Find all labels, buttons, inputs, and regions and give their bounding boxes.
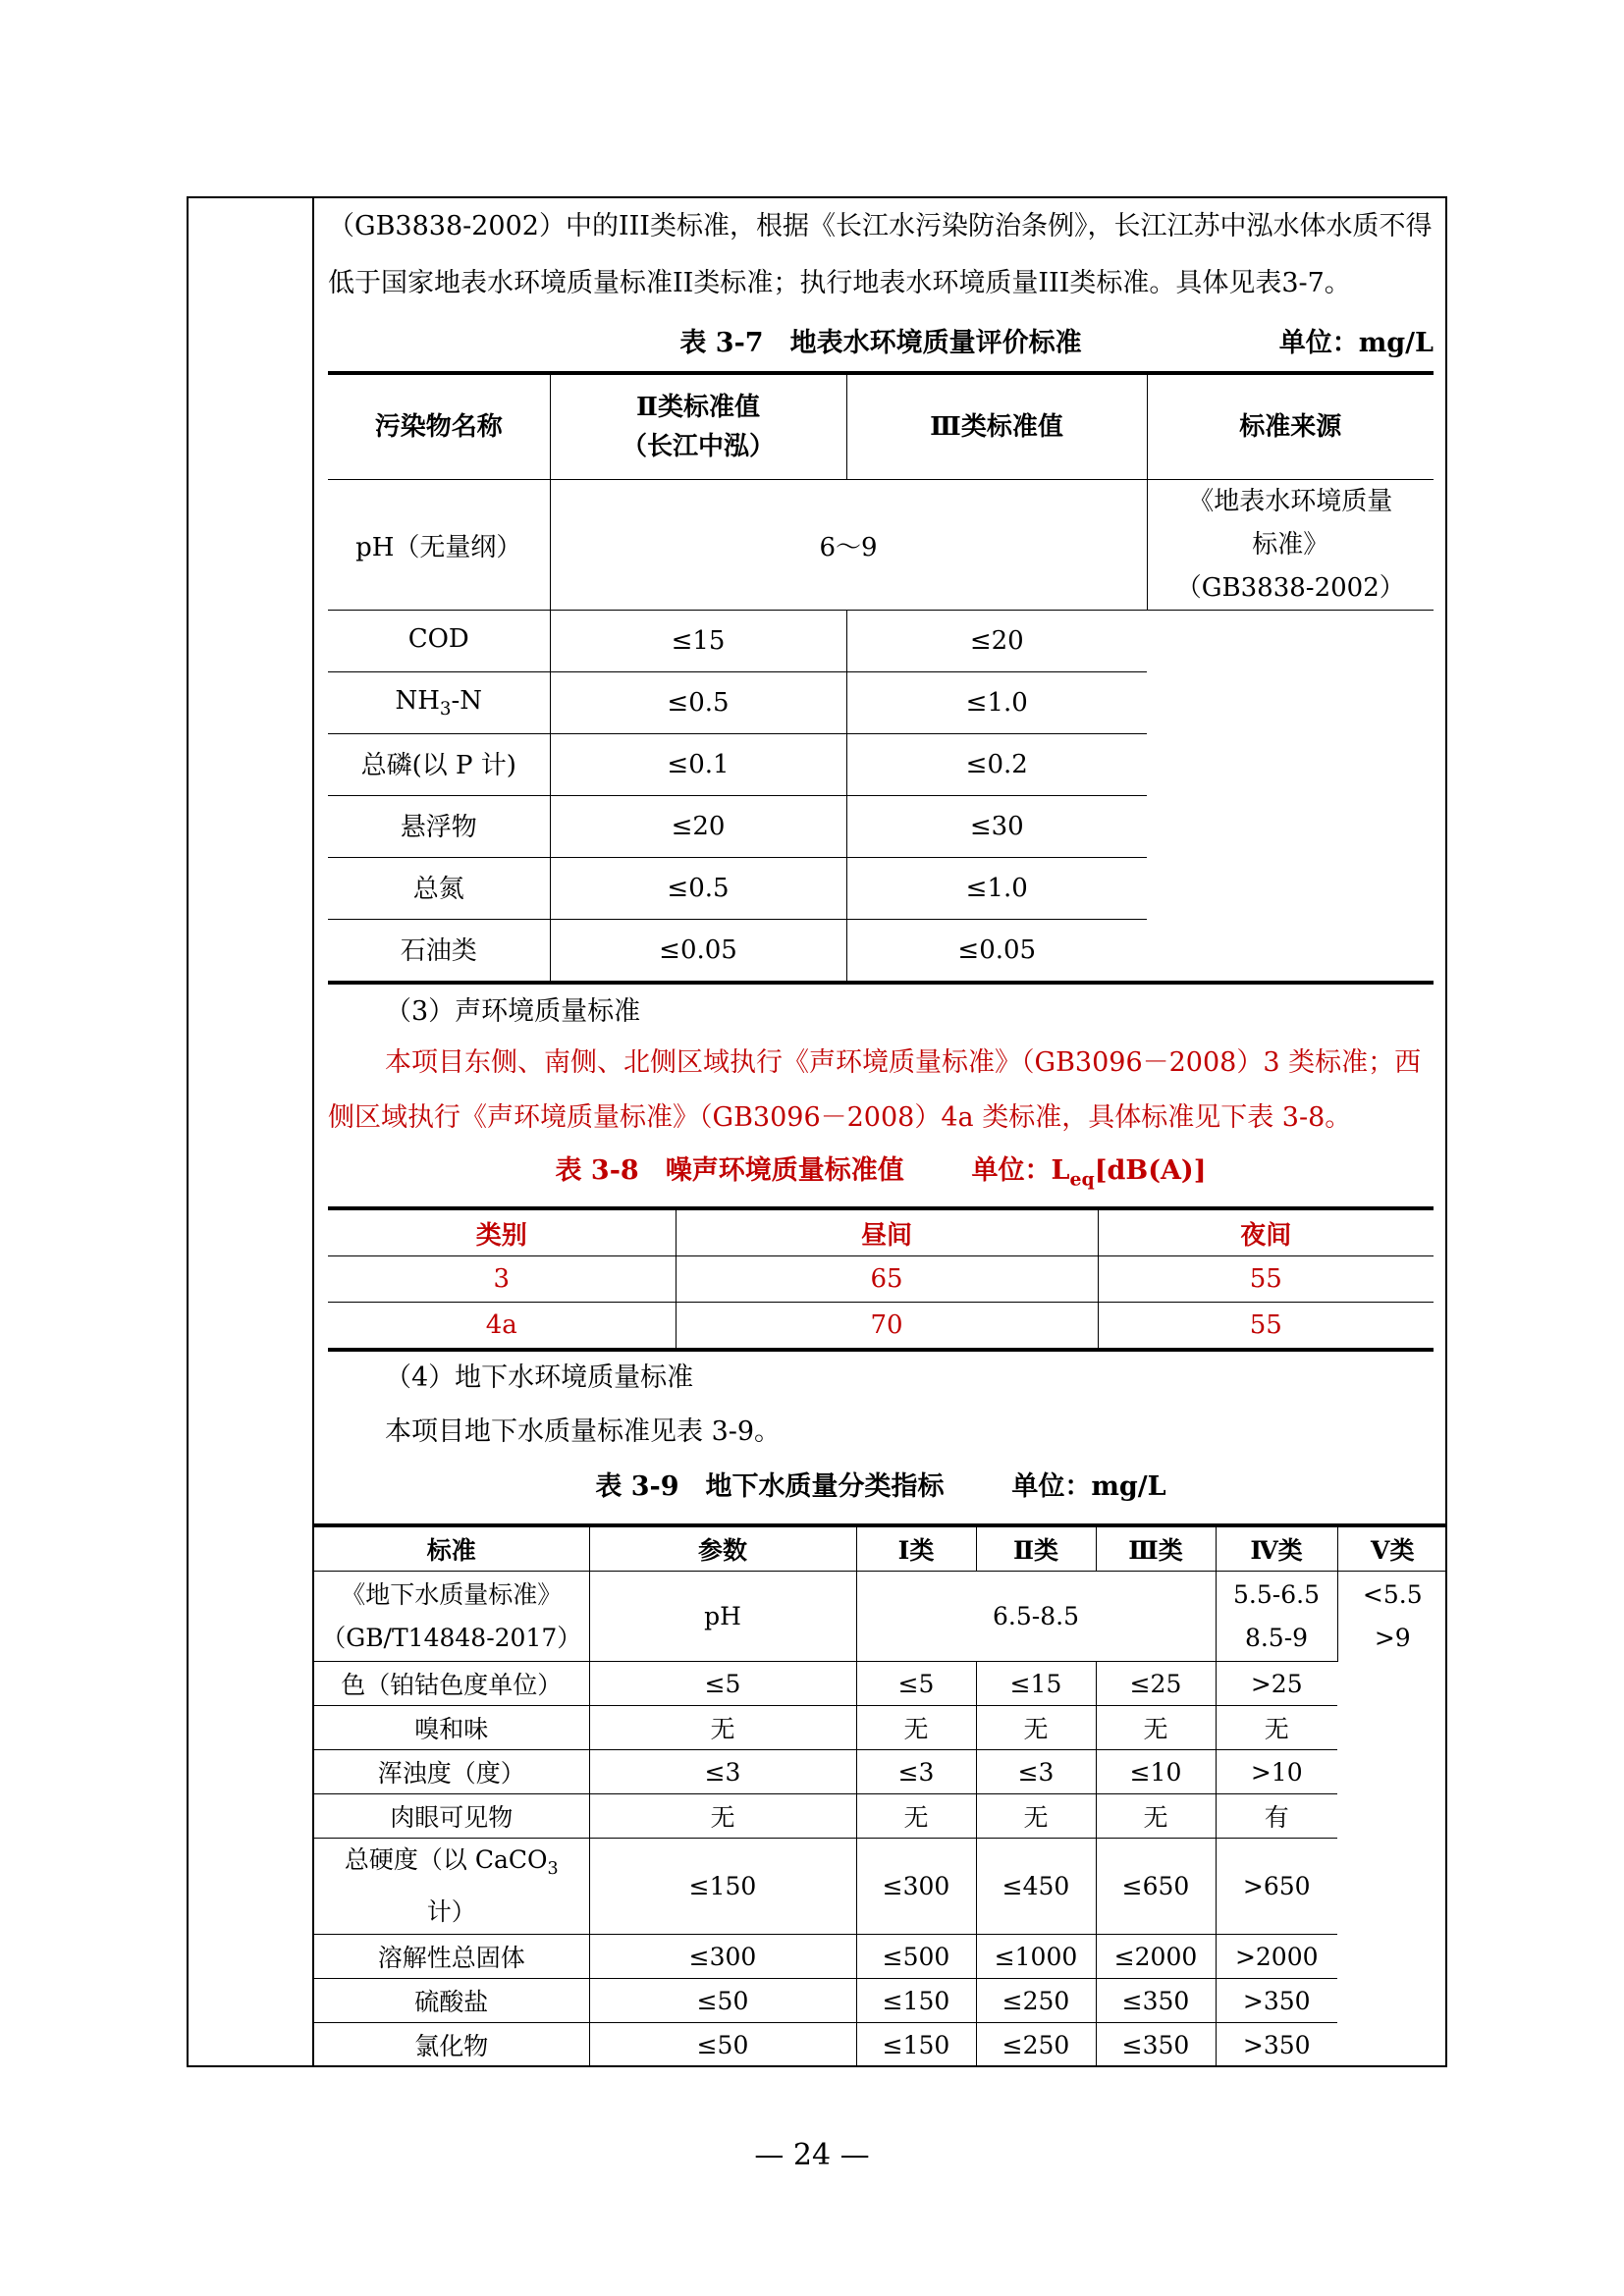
groundwater-heading: （4）地下水环境质量标准 bbox=[385, 1362, 694, 1393]
param: 浑浊度（度） bbox=[314, 1750, 589, 1794]
cell: 4a bbox=[328, 1303, 676, 1351]
cell: 无 bbox=[976, 1706, 1096, 1750]
cell: ≤1.0 bbox=[846, 672, 1147, 734]
cell: >10 bbox=[1216, 1750, 1337, 1794]
cell: ≤50 bbox=[589, 1979, 856, 2023]
pollutant-name: COD bbox=[328, 611, 550, 672]
cell: ≤50 bbox=[589, 2023, 856, 2067]
pollutant-name: 总氮 bbox=[328, 858, 550, 920]
cell: ≤1000 bbox=[976, 1935, 1096, 1979]
table39-header-row bbox=[314, 1525, 1447, 1572]
cell: 无 bbox=[1096, 1794, 1216, 1839]
table37-header-row bbox=[328, 373, 1434, 480]
cell: ≤500 bbox=[856, 1935, 976, 1979]
cell: ≤15 bbox=[550, 611, 846, 672]
param-ph: pH bbox=[589, 1572, 856, 1662]
header-class2-line2: （长江中泓） bbox=[621, 432, 775, 461]
table-row bbox=[328, 1303, 1434, 1351]
table-row bbox=[314, 1979, 1447, 2023]
table-row bbox=[328, 1256, 1434, 1303]
table38-header-row bbox=[328, 1208, 1434, 1256]
noise-heading: （3）声环境质量标准 bbox=[385, 996, 641, 1027]
cell: 55 bbox=[1098, 1303, 1434, 1351]
page-number: — 24 — bbox=[754, 2138, 870, 2172]
table-row bbox=[328, 480, 1434, 611]
cell: ≤2000 bbox=[1096, 1935, 1216, 1979]
cell: ≤0.2 bbox=[846, 734, 1147, 796]
standard-cell bbox=[314, 1572, 589, 1662]
cell: >2000 bbox=[1216, 1935, 1337, 1979]
ph-label: pH（无量纲） bbox=[328, 480, 550, 611]
cell: >650 bbox=[1216, 1839, 1337, 1935]
table38-caption bbox=[328, 1146, 1434, 1197]
table-row bbox=[314, 1935, 1447, 1979]
cell: 70 bbox=[676, 1303, 1098, 1351]
table-row bbox=[314, 1706, 1447, 1750]
cell: ≤350 bbox=[1096, 2023, 1216, 2067]
cell: 无 bbox=[589, 1706, 856, 1750]
cell: ≤30 bbox=[846, 796, 1147, 858]
cell: ≤3 bbox=[976, 1750, 1096, 1794]
table-row bbox=[328, 920, 1434, 984]
table38-unit: 单位：$L_{eq}[dB(A)]$ bbox=[971, 1155, 1207, 1191]
table39-title: 表 3-9 地下水质量分类指标 bbox=[595, 1471, 945, 1502]
table37-caption bbox=[328, 316, 1434, 371]
cell: ≤0.1 bbox=[550, 734, 846, 796]
header-source: 标准来源 bbox=[1147, 373, 1434, 480]
table39 bbox=[314, 1523, 1447, 2066]
header-category: 类别 bbox=[328, 1208, 676, 1256]
cell: 无 bbox=[1216, 1706, 1337, 1750]
cell: ≤3 bbox=[589, 1750, 856, 1794]
ph-class5: <5.5 >9 bbox=[1337, 1572, 1447, 1662]
header-class3: Ⅲ类 bbox=[1096, 1525, 1216, 1572]
param: 氯化物 bbox=[314, 2023, 589, 2067]
cell: ≤0.5 bbox=[550, 858, 846, 920]
table-row bbox=[314, 1662, 1447, 1706]
noise-paragraph: 本项目东侧、南侧、北侧区域执行《声环境质量标准》（GB3096－2008）3 类标准；西侧区域执行《声环境质量标准》（GB3096－2008）4a 类标准，具体标准见下表 3-8。 bbox=[328, 1047, 1422, 1133]
pollutant-name: 总磷(以 P 计) bbox=[328, 734, 550, 796]
cell: ≤0.05 bbox=[846, 920, 1147, 984]
cell: ≤20 bbox=[550, 796, 846, 858]
header-class4: Ⅳ类 bbox=[1216, 1525, 1337, 1572]
header-day: 昼间 bbox=[676, 1208, 1098, 1256]
cell: ≤150 bbox=[856, 1979, 976, 2023]
header-night: 夜间 bbox=[1098, 1208, 1434, 1256]
table-row bbox=[328, 672, 1434, 734]
table37-unit: 单位：mg/L bbox=[1278, 328, 1434, 358]
cell: ≤250 bbox=[976, 2023, 1096, 2067]
cell: 无 bbox=[856, 1706, 976, 1750]
table-row bbox=[328, 858, 1434, 920]
header-class2 bbox=[550, 373, 846, 480]
cell: 3 bbox=[328, 1256, 676, 1303]
param: 溶解性总固体 bbox=[314, 1935, 589, 1979]
cell: 55 bbox=[1098, 1256, 1434, 1303]
groundwater-paragraph: 本项目地下水质量标准见表 3-9。 bbox=[385, 1416, 782, 1447]
header-class3: Ⅲ类标准值 bbox=[846, 373, 1147, 480]
header-class5: Ⅴ类 bbox=[1337, 1525, 1447, 1572]
cell: >25 bbox=[1216, 1662, 1337, 1706]
table37 bbox=[328, 371, 1434, 985]
param-hardness: 总硬度（以 CaCO$_3$ 计） bbox=[314, 1839, 589, 1935]
source-line2: 标准》 bbox=[1252, 530, 1329, 560]
page-frame bbox=[187, 196, 1447, 2067]
table-row bbox=[314, 2023, 1447, 2067]
cell: 65 bbox=[676, 1256, 1098, 1303]
cell: ≤150 bbox=[589, 1839, 856, 1935]
cell: ≤5 bbox=[589, 1662, 856, 1706]
cell: ≤3 bbox=[856, 1750, 976, 1794]
cell: ≤0.05 bbox=[550, 920, 846, 984]
table37-title: 表 3-7 地表水环境质量评价标准 bbox=[679, 328, 1082, 358]
cell: ≤150 bbox=[856, 2023, 976, 2067]
ph-range: 6.5-8.5 bbox=[856, 1572, 1216, 1662]
standard-line1: 《地下水质量标准》 bbox=[341, 1579, 563, 1609]
header-class1: Ⅰ类 bbox=[856, 1525, 976, 1572]
table38 bbox=[328, 1206, 1434, 1352]
table-row bbox=[328, 796, 1434, 858]
cell: ≤10 bbox=[1096, 1750, 1216, 1794]
left-label-column bbox=[189, 198, 314, 2065]
cell: ≤0.5 bbox=[550, 672, 846, 734]
cell: ≤650 bbox=[1096, 1839, 1216, 1935]
header-standard: 标准 bbox=[314, 1525, 589, 1572]
header-pollutant: 污染物名称 bbox=[328, 373, 550, 480]
cell: 无 bbox=[856, 1794, 976, 1839]
source-cell bbox=[1147, 480, 1434, 611]
table39-wrapper bbox=[314, 1523, 1447, 2066]
ph-value: 6～9 bbox=[550, 480, 1147, 611]
cell: 无 bbox=[1096, 1706, 1216, 1750]
cell: ≤350 bbox=[1096, 1979, 1216, 2023]
table-row bbox=[314, 1794, 1447, 1839]
cell: 有 bbox=[1216, 1794, 1337, 1839]
cell: ≤20 bbox=[846, 611, 1147, 672]
cell: 无 bbox=[976, 1794, 1096, 1839]
table-row bbox=[314, 1572, 1447, 1662]
cell: ≤450 bbox=[976, 1839, 1096, 1935]
header-class2: Ⅱ类 bbox=[976, 1525, 1096, 1572]
table39-caption bbox=[328, 1460, 1434, 1515]
cell: 无 bbox=[589, 1794, 856, 1839]
cell: ≤5 bbox=[856, 1662, 976, 1706]
cell: >350 bbox=[1216, 2023, 1337, 2067]
cell: ≤15 bbox=[976, 1662, 1096, 1706]
table-row bbox=[314, 1750, 1447, 1794]
table-row bbox=[328, 611, 1434, 672]
cell: ≤1.0 bbox=[846, 858, 1147, 920]
param: 硫酸盐 bbox=[314, 1979, 589, 2023]
cell: ≤25 bbox=[1096, 1662, 1216, 1706]
pollutant-name: 石油类 bbox=[328, 920, 550, 984]
pollutant-name: 悬浮物 bbox=[328, 796, 550, 858]
table-row bbox=[328, 734, 1434, 796]
intro-paragraph: （GB3838-2002）中的III类标准，根据《长江水污染防治条例》，长江江苏中泓水体水质不得低于国家地表水环境质量标准II类标准；执行地表水环境质量III类标准。具体见表3-7。 bbox=[328, 211, 1433, 298]
param: 色（铂钴色度单位） bbox=[314, 1662, 589, 1706]
cell: ≤300 bbox=[856, 1839, 976, 1935]
pollutant-name: $NH_3-N$ bbox=[328, 672, 550, 734]
table39-unit: 单位：mg/L bbox=[1011, 1471, 1166, 1502]
param: 肉眼可见物 bbox=[314, 1794, 589, 1839]
cell: ≤300 bbox=[589, 1935, 856, 1979]
standard-line2: （GB/T14848-2017） bbox=[321, 1623, 582, 1652]
cell: >350 bbox=[1216, 1979, 1337, 2023]
table38-title: 表 3-8 噪声环境质量标准值 bbox=[555, 1155, 904, 1186]
source-line3: （GB3838-2002） bbox=[1175, 573, 1405, 603]
table-row bbox=[314, 1839, 1447, 1935]
header-parameter: 参数 bbox=[589, 1525, 856, 1572]
header-class2-line1: Ⅱ类标准值 bbox=[636, 393, 760, 422]
param: 嗅和味 bbox=[314, 1706, 589, 1750]
cell: ≤250 bbox=[976, 1979, 1096, 2023]
content-column bbox=[328, 198, 1434, 1515]
ph-class4: 5.5-6.5 8.5-9 bbox=[1216, 1572, 1337, 1662]
source-line1: 《地表水环境质量 bbox=[1188, 487, 1393, 516]
